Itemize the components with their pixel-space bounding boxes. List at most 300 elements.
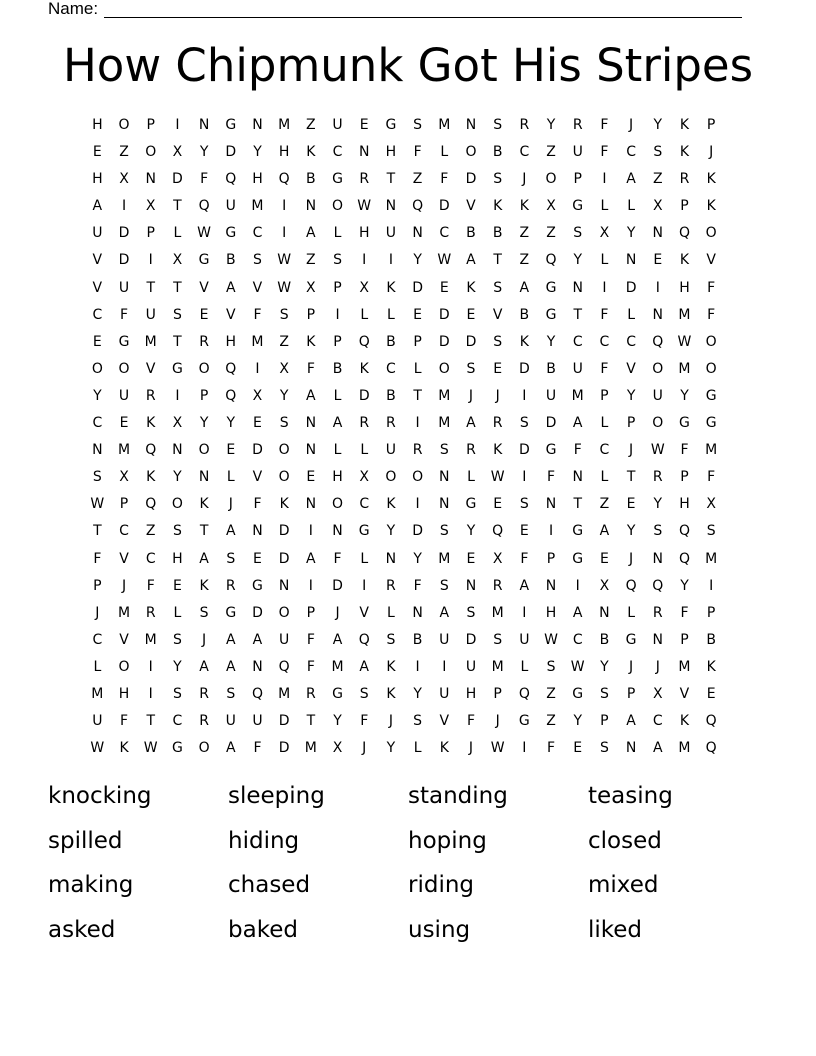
grid-letter: B: [519, 306, 530, 323]
grid-letter: P: [626, 685, 636, 702]
grid-letter: S: [706, 523, 716, 540]
grid-letter: C: [119, 523, 129, 540]
grid-letter: D: [252, 442, 263, 459]
grid-letter: F: [547, 740, 556, 757]
grid-letter: B: [706, 631, 716, 648]
grid-letter: N: [198, 469, 210, 486]
grid-letter: V: [252, 279, 263, 296]
grid-letter: A: [199, 550, 209, 567]
grid-letter: F: [600, 360, 609, 377]
grid-letter: A: [572, 604, 583, 621]
grid-letter: U: [652, 387, 663, 404]
grid-letter: R: [519, 117, 530, 133]
grid-letter: D: [518, 442, 530, 459]
grid-letter: W: [570, 658, 585, 675]
grid-letter: E: [466, 550, 476, 567]
grid-letter: F: [573, 442, 582, 459]
grid-letter: I: [148, 252, 153, 269]
grid-letter: Q: [492, 523, 504, 540]
grid-letter: S: [439, 523, 449, 540]
grid-letter: N: [439, 469, 450, 486]
grid-letter: Y: [333, 713, 342, 730]
grid-letter: B: [492, 144, 503, 161]
grid-letter: X: [145, 198, 156, 215]
grid-letter: A: [306, 550, 316, 567]
grid-letter: Y: [680, 387, 689, 404]
grid-letter: B: [306, 171, 316, 188]
grid-letter: L: [360, 442, 369, 459]
grid-letter: M: [491, 604, 504, 621]
word-bank-item: teasing: [588, 783, 673, 809]
grid-letter: K: [306, 333, 316, 350]
grid-letter: B: [386, 333, 396, 350]
grid-letter: G: [679, 415, 690, 432]
grid-letter: F: [306, 658, 315, 675]
grid-letter: S: [386, 631, 396, 648]
grid-letter: M: [331, 658, 344, 675]
grid-letter: S: [493, 171, 503, 188]
grid-letter: R: [199, 713, 209, 730]
grid-letter: Y: [386, 740, 396, 757]
grid-letter: X: [546, 198, 556, 215]
grid-letter: O: [545, 171, 557, 188]
grid-letter: S: [599, 685, 609, 702]
grid-letter: X: [252, 387, 263, 404]
grid-letter: T: [626, 469, 636, 486]
grid-letter: T: [493, 252, 502, 269]
letter-grid: [84, 115, 725, 765]
grid-letter: J: [629, 550, 634, 567]
grid-letter: E: [253, 415, 262, 432]
grid-letter: M: [438, 550, 451, 567]
grid-letter: A: [466, 415, 476, 432]
grid-letter: O: [198, 360, 210, 377]
grid-letter: V: [119, 550, 129, 567]
grid-letter: L: [440, 144, 449, 161]
grid-letter: G: [625, 631, 637, 648]
grid-letter: S: [279, 415, 289, 432]
grid-letter: K: [706, 198, 716, 215]
grid-letter: S: [519, 496, 529, 513]
grid-letter: C: [626, 333, 636, 350]
grid-letter: K: [146, 469, 156, 486]
grid-letter: A: [225, 740, 236, 757]
grid-letter: W: [90, 496, 105, 513]
grid-letter: U: [92, 225, 103, 242]
grid-letter: Z: [652, 171, 663, 188]
grid-letter: I: [415, 496, 420, 513]
page-title: How Chipmunk Got His Stripes: [62, 39, 754, 92]
grid-letter: Z: [546, 685, 556, 702]
grid-letter: U: [439, 685, 450, 702]
grid-letter: G: [332, 171, 343, 188]
grid-letter: T: [146, 279, 155, 296]
grid-letter: O: [412, 469, 424, 486]
grid-letter: M: [571, 387, 584, 404]
grid-letter: J: [629, 117, 634, 133]
grid-letter: W: [677, 333, 692, 350]
grid-letter: E: [92, 333, 102, 350]
grid-letter: R: [386, 415, 396, 432]
grid-letter: A: [332, 631, 343, 648]
grid-letter: H: [332, 469, 343, 486]
grid-letter: P: [626, 415, 636, 432]
grid-letter: J: [95, 604, 100, 621]
grid-letter: U: [225, 713, 236, 730]
grid-letter: K: [306, 144, 316, 161]
grid-letter: L: [600, 198, 609, 215]
grid-letter: J: [522, 171, 527, 188]
grid-letter: D: [278, 550, 290, 567]
grid-letter: N: [652, 631, 664, 648]
grid-letter: X: [599, 577, 610, 594]
grid-letter: F: [306, 360, 315, 377]
grid-letter: K: [519, 333, 529, 350]
grid-letter: V: [92, 279, 103, 296]
grid-letter: G: [545, 442, 557, 459]
grid-letter: E: [653, 252, 663, 269]
grid-letter: N: [412, 604, 423, 621]
grid-letter: T: [573, 496, 582, 513]
grid-letter: Y: [199, 415, 209, 432]
grid-letter: N: [545, 577, 557, 594]
grid-letter: Y: [253, 144, 262, 161]
word-bank-item: riding: [408, 872, 475, 898]
grid-letter: V: [119, 631, 129, 648]
word-bank-item: making: [48, 872, 134, 898]
grid-letter: U: [332, 117, 343, 133]
grid-letter: S: [226, 685, 236, 702]
grid-letter: Z: [306, 252, 316, 269]
grid-letter: Y: [93, 387, 102, 404]
grid-letter: E: [199, 306, 209, 323]
grid-letter: K: [199, 496, 209, 513]
grid-letter: F: [253, 740, 262, 757]
grid-letter: X: [172, 252, 183, 269]
grid-letter: N: [358, 144, 370, 161]
grid-letter: L: [333, 225, 342, 242]
grid-letter: S: [172, 631, 182, 648]
grid-letter: E: [599, 550, 609, 567]
grid-letter: E: [306, 469, 316, 486]
grid-letter: D: [412, 523, 423, 540]
grid-letter: N: [465, 117, 477, 133]
grid-letter: A: [439, 604, 450, 621]
grid-letter: M: [251, 198, 264, 215]
grid-letter: C: [626, 144, 636, 161]
grid-letter: A: [252, 631, 263, 648]
grid-letter: M: [678, 740, 691, 757]
grid-letter: C: [92, 415, 103, 432]
grid-letter: M: [491, 658, 504, 675]
grid-letter: Q: [652, 333, 664, 350]
grid-letter: M: [438, 387, 451, 404]
grid-letter: K: [386, 658, 396, 675]
grid-letter: L: [333, 387, 342, 404]
grid-letter: P: [600, 387, 609, 404]
grid-letter: I: [362, 252, 367, 269]
grid-letter: N: [385, 198, 397, 215]
grid-letter: O: [278, 442, 290, 459]
grid-letter: S: [519, 415, 529, 432]
grid-letter: Q: [225, 387, 237, 404]
grid-letter: F: [146, 577, 155, 594]
grid-letter: O: [198, 740, 210, 757]
grid-letter: T: [173, 198, 182, 215]
name-field: [48, 0, 742, 18]
grid-letter: O: [705, 225, 717, 242]
grid-letter: K: [679, 117, 690, 133]
grid-letter: F: [600, 117, 609, 133]
grid-letter: E: [706, 685, 716, 702]
grid-letter: K: [199, 577, 209, 594]
grid-letter: V: [252, 469, 263, 486]
grid-letter: L: [333, 442, 342, 459]
grid-letter: M: [678, 658, 691, 675]
grid-letter: X: [172, 144, 183, 161]
grid-letter: A: [572, 415, 583, 432]
grid-letter: X: [332, 740, 343, 757]
grid-letter: D: [225, 144, 237, 161]
grid-letter: N: [545, 496, 557, 513]
grid-letter: P: [546, 550, 556, 567]
grid-letter: R: [359, 171, 370, 188]
grid-letter: Y: [546, 333, 556, 350]
grid-letter: O: [118, 360, 130, 377]
grid-letter: A: [332, 415, 343, 432]
grid-letter: G: [198, 252, 210, 269]
grid-letter: W: [90, 740, 105, 757]
grid-letter: F: [413, 577, 422, 594]
grid-letter: L: [627, 604, 635, 621]
grid-letter: C: [439, 225, 450, 242]
grid-letter: L: [520, 658, 529, 675]
grid-letter: S: [493, 117, 503, 133]
grid-letter: J: [228, 496, 233, 513]
grid-letter: B: [225, 252, 236, 269]
grid-letter: R: [359, 415, 370, 432]
grid-letter: N: [412, 225, 423, 242]
grid-letter: V: [706, 252, 716, 269]
grid-letter: A: [225, 658, 236, 675]
grid-letter: W: [357, 198, 372, 215]
grid-letter: W: [650, 442, 665, 459]
grid-letter: B: [546, 360, 556, 377]
grid-letter: U: [92, 713, 103, 730]
grid-letter: D: [278, 523, 290, 540]
grid-letter: J: [629, 442, 634, 459]
grid-letter: N: [305, 496, 317, 513]
grid-letter: L: [226, 469, 235, 486]
grid-letter: E: [119, 415, 129, 432]
grid-letter: G: [705, 415, 717, 432]
grid-letter: G: [171, 360, 183, 377]
grid-letter: K: [519, 198, 529, 215]
grid-letter: N: [625, 740, 637, 757]
grid-letter: Q: [678, 550, 690, 567]
grid-letter: J: [202, 631, 207, 648]
grid-letter: V: [626, 360, 636, 377]
grid-letter: Y: [279, 387, 289, 404]
grid-letter: Y: [653, 496, 663, 513]
grid-letter: C: [252, 225, 263, 242]
grid-letter: F: [306, 631, 315, 648]
grid-letter: U: [439, 631, 450, 648]
grid-letter: O: [91, 360, 103, 377]
grid-letter: Q: [251, 685, 263, 702]
grid-letter: K: [679, 252, 690, 269]
grid-letter: P: [93, 577, 102, 594]
grid-letter: L: [600, 469, 609, 486]
grid-letter: E: [92, 144, 102, 161]
grid-letter: N: [305, 442, 317, 459]
grid-letter: L: [387, 604, 395, 621]
grid-letter: G: [572, 523, 584, 540]
grid-letter: E: [359, 117, 369, 133]
grid-letter: B: [492, 225, 503, 242]
grid-letter: A: [199, 658, 209, 675]
grid-letter: O: [705, 333, 717, 350]
grid-letter: G: [118, 333, 130, 350]
word-bank: [48, 776, 768, 954]
grid-letter: S: [439, 577, 449, 594]
grid-letter: U: [252, 713, 263, 730]
grid-letter: J: [495, 713, 500, 730]
grid-letter: H: [278, 144, 290, 161]
grid-letter: M: [91, 685, 104, 702]
grid-letter: S: [653, 144, 663, 161]
grid-letter: I: [415, 658, 420, 675]
grid-letter: J: [121, 577, 127, 594]
grid-letter: T: [173, 333, 182, 350]
grid-letter: K: [386, 685, 396, 702]
grid-letter: F: [547, 469, 556, 486]
grid-letter: X: [172, 415, 183, 432]
grid-letter: A: [652, 740, 663, 757]
grid-letter: D: [252, 604, 263, 621]
grid-letter: J: [629, 658, 634, 675]
grid-letter: D: [118, 252, 130, 269]
grid-letter: O: [385, 469, 397, 486]
grid-letter: G: [171, 740, 183, 757]
grid-letter: P: [119, 496, 129, 513]
grid-letter: V: [679, 685, 690, 702]
grid-letter: L: [627, 306, 635, 323]
grid-letter: Y: [626, 523, 636, 540]
grid-letter: P: [146, 225, 155, 242]
grid-letter: U: [279, 631, 290, 648]
grid-letter: Y: [413, 550, 422, 567]
grid-letter: M: [144, 333, 157, 350]
grid-letter: Q: [278, 171, 290, 188]
grid-letter: Z: [546, 225, 556, 242]
grid-letter: C: [172, 713, 183, 730]
grid-letter: Q: [278, 658, 290, 675]
grid-letter: A: [225, 523, 236, 540]
grid-letter: M: [278, 685, 291, 702]
grid-letter: L: [413, 360, 422, 377]
grid-letter: S: [253, 252, 262, 269]
grid-letter: S: [439, 442, 449, 459]
grid-letter: N: [172, 442, 183, 459]
grid-letter: P: [333, 333, 342, 350]
grid-letter: U: [385, 442, 397, 459]
grid-letter: Y: [226, 415, 236, 432]
grid-letter: I: [442, 658, 447, 675]
word-bank-item: closed: [588, 827, 662, 854]
grid-letter: K: [706, 658, 716, 675]
grid-letter: T: [199, 523, 209, 540]
grid-letter: I: [388, 252, 393, 269]
grid-letter: L: [467, 469, 475, 486]
grid-letter: R: [225, 577, 236, 594]
grid-letter: P: [493, 685, 502, 702]
grid-letter: Q: [678, 225, 690, 242]
grid-letter: P: [680, 631, 689, 648]
grid-letter: M: [438, 415, 451, 432]
grid-letter: W: [437, 252, 452, 269]
grid-letter: V: [92, 252, 103, 269]
grid-letter: Y: [600, 658, 609, 675]
grid-letter: D: [625, 279, 637, 296]
grid-letter: H: [92, 117, 103, 133]
grid-letter: M: [678, 360, 691, 377]
grid-letter: U: [465, 658, 477, 675]
grid-letter: Z: [306, 117, 316, 133]
grid-letter: L: [600, 252, 609, 269]
grid-letter: S: [279, 306, 289, 323]
grid-letter: G: [572, 550, 584, 567]
grid-letter: I: [175, 117, 180, 133]
grid-letter: K: [146, 415, 156, 432]
grid-letter: K: [386, 279, 396, 296]
grid-letter: S: [333, 252, 342, 269]
grid-letter: I: [522, 469, 527, 486]
grid-letter: P: [680, 469, 689, 486]
grid-letter: F: [707, 469, 716, 486]
grid-letter: E: [573, 740, 583, 757]
grid-letter: C: [92, 631, 103, 648]
grid-letter: E: [439, 279, 449, 296]
grid-letter: E: [172, 577, 182, 594]
grid-letter: R: [492, 577, 503, 594]
grid-letter: S: [172, 306, 182, 323]
grid-letter: U: [225, 198, 236, 215]
word-bank-item: liked: [588, 916, 643, 943]
grid-letter: R: [199, 685, 209, 702]
grid-letter: A: [626, 713, 636, 730]
grid-letter: B: [386, 387, 396, 404]
grid-letter: I: [548, 523, 554, 540]
grid-letter: I: [602, 279, 607, 296]
grid-letter: I: [655, 279, 660, 296]
grid-letter: I: [282, 225, 287, 242]
grid-letter: I: [148, 658, 153, 675]
grid-letter: H: [118, 685, 130, 702]
grid-letter: Q: [518, 685, 530, 702]
grid-letter: H: [252, 171, 263, 188]
grid-letter: W: [490, 469, 505, 486]
word-bank-item: chased: [228, 872, 311, 898]
grid-letter: L: [627, 198, 635, 215]
grid-letter: Z: [119, 144, 129, 161]
grid-letter: L: [173, 604, 182, 621]
grid-letter: J: [468, 740, 474, 757]
grid-letter: C: [332, 144, 343, 161]
grid-letter: O: [332, 198, 344, 215]
grid-letter: C: [599, 333, 610, 350]
grid-letter: O: [145, 144, 157, 161]
